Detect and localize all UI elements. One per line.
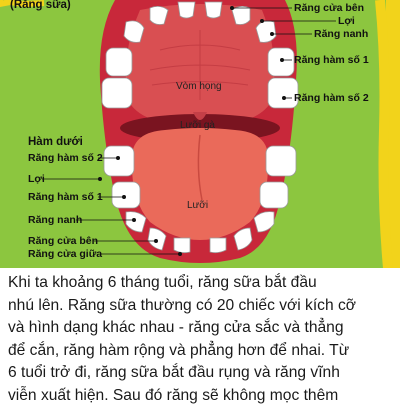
lower-molar-right-2 [266, 146, 296, 176]
upper-jaw-header: (Răng sữa) [10, 0, 71, 11]
label-central-incisor-lower: Răng cửa giữa [28, 248, 103, 260]
lower-molar-right-1 [260, 182, 288, 208]
label-gum-lower: Lợi [28, 173, 45, 185]
label-lateral-incisor-upper: Răng cửa bên [294, 2, 365, 14]
label-palate: Vòm họng [176, 81, 222, 92]
label-tongue: Lưỡi [187, 200, 209, 211]
label-canine-upper: Răng nanh [314, 28, 369, 40]
paragraph-line: nhú lên. Răng sữa thường có 20 chiếc với kích cỡ [8, 296, 357, 314]
label-second-molar-lower: Răng hàm số 2 [28, 152, 103, 164]
upper-incisor-1 [178, 2, 195, 18]
paragraph-line: và hình dạng khác nhau - răng cửa sắc và thẳng [8, 319, 344, 337]
paragraph-line: Khi ta khoảng 6 tháng tuổi, răng sữa bắt đầu [8, 274, 317, 291]
body-paragraph [8, 272, 400, 408]
lower-molar-left-1 [112, 182, 140, 208]
label-lateral-incisor-lower: Răng cửa bên [28, 235, 99, 247]
upper-canine-right [256, 21, 276, 43]
lower-incisor-4 [210, 238, 226, 253]
upper-incisor-2 [205, 2, 222, 18]
label-second-molar-upper: Răng hàm số 2 [294, 92, 369, 104]
label-first-molar-lower: Răng hàm số 1 [28, 191, 103, 203]
upper-molar-left-1 [106, 48, 132, 76]
lower-incisor-3 [174, 238, 190, 253]
paragraph-line: 6 tuổi trở đi, răng sữa bắt đầu rụng và răng vĩnh [8, 364, 340, 382]
label-canine-lower: Răng nanh [28, 214, 83, 226]
label-uvula: Lưỡi gà [180, 120, 215, 131]
upper-molar-right-1 [268, 48, 294, 76]
lower-molar-left-2 [104, 146, 134, 176]
paragraph-line: để cắn, răng hàm rộng và phẳng hơn để nhai. Từ [8, 341, 350, 359]
label-first-molar-upper: Răng hàm số 1 [294, 54, 369, 66]
upper-molar-left-2 [102, 78, 132, 108]
upper-canine-left [124, 21, 144, 43]
label-gum-upper: Lợi [338, 15, 355, 27]
lower-jaw-header: Hàm dưới [28, 136, 83, 148]
paragraph-line: viễn xuất hiện. Sau đó răng sẽ không mọc thêm [8, 386, 339, 404]
